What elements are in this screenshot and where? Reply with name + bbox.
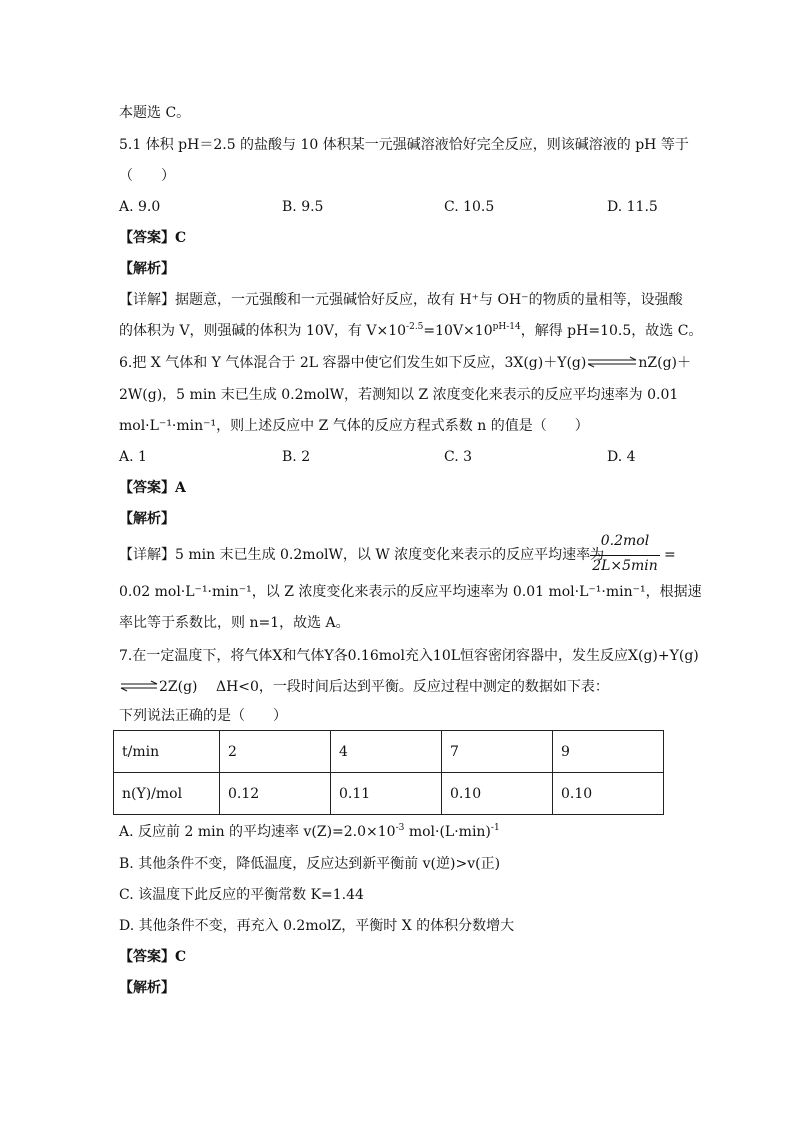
table-cell: 0.11 [331,773,442,815]
q6-stem-line2: 2W(g)，5 min 末已生成 0.2molW，若测知以 Z 浓度变化来表示的反应平均速率为 0.01 [119,387,679,403]
q5-option-a: A. 9.0 [119,199,161,215]
fraction-denominator: 2L×5min [592,558,658,574]
table-cell: 0.10 [553,773,664,815]
q6-detail-line3: 率比等于系数比，则 n=1，故选 A。 [119,615,350,631]
q5-stem-line1: 5.1 体积 pH＝2.5 的盐酸与 10 体积某一元强碱溶液恰好完全反应，则该碱溶液的 pH 等于 [119,137,689,153]
table-cell: 4 [331,731,442,773]
table-cell: t/min [114,731,220,773]
fraction-equals: = [664,547,676,563]
prev-conclusion: 本题选 C。 [119,105,191,121]
q6-option-b: B. 2 [282,449,311,465]
table-cell: 2 [220,731,331,773]
q7-option-c: C. 该温度下此反应的平衡常数 K=1.44 [119,887,364,903]
q7-stem-line3: 下列说法正确的是（ ） [119,708,287,724]
q5-option-c: C. 10.5 [444,199,495,215]
q5-detail-line1: 【详解】据题意，一元强酸和一元强碱恰好反应，故有 H⁺与 OH⁻的物质的量相等，设强酸 [119,292,683,308]
q6-stem-line1: 6.把 X 气体和 Y 气体混合于 2L 容器中使它们发生如下反应，3X(g)＋Y(g) nZ(g)＋ [119,355,691,371]
table-cell: 0.12 [220,773,331,815]
q5-detail-line2: 的体积为 V，则强碱的体积为 10V，有 $V\times 10^{-2.5}=10V\times 10^{pH-14}$，解得 pH=10.5，故选 C。 [119,322,703,339]
q5-option-d: D. 11.5 [607,199,658,215]
q6-analysis-label: 【解析】 [119,511,175,527]
equilibrium-arrow-icon [586,356,638,368]
fraction-numerator: 0.2mol [600,533,650,549]
q6-option-c: C. 3 [444,449,473,465]
fraction-bar [590,555,660,556]
q5-answer: 【答案】C [119,230,187,246]
table-row [114,731,664,773]
table-cell: n(Y)/mol [114,773,220,815]
equilibrium-arrow-icon [119,680,159,692]
q7-analysis-label: 【解析】 [119,980,175,996]
q6-stem-line3: mol·L⁻¹·min⁻¹，则上述反应中 Z 气体的反应方程式系数 n 的值是（ ） [119,418,589,434]
q6-detail-line2: 0.02 mol·L⁻¹·min⁻¹，以 Z 浓度变化来表示的反应平均速率为 0.01 mol·L⁻¹·min⁻¹，根据速 [119,584,702,600]
data-table [113,730,664,815]
q5-option-b: B. 9.5 [282,199,324,215]
q6-option-d: D. 4 [607,449,636,465]
q6-answer: 【答案】A [119,480,186,496]
q5-stem-line2: （ ） [119,168,175,184]
table-cell: 7 [442,731,553,773]
q6-detail-line1: 【详解】5 min 末已生成 0.2molW，以 W 浓度变化来表示的反应平均速率为 [119,547,605,563]
table-cell: 9 [553,731,664,773]
q6-option-a: A. 1 [119,449,147,465]
q7-option-d: D. 其他条件不变，再充入 0.2molZ，平衡时 X 的体积分数增大 [119,918,515,934]
table-row [114,773,664,815]
table-cell: 0.10 [442,773,553,815]
q7-option-b: B. 其他条件不变，降低温度，反应达到新平衡前 v(逆)>v(正) [119,856,501,872]
q7-stem-line2: 2Z(g) ΔH<0，一段时间后达到平衡。反应过程中测定的数据如下表： [119,677,609,697]
q7-answer: 【答案】C [119,949,187,965]
q5-analysis-label: 【解析】 [119,261,175,277]
q7-option-a: A. 反应前 2 min 的平均速率 $v(Z)=2.0\times 10^{-3}$ $mol\cdot(L\cdot\min)^{-1}$ [119,823,500,840]
q7-stem-line1: 7.在一定温度下，将气体X和气体Y各0.16mol充入10L恒容密闭容器中，发生反应X(g)+Y(g) [119,648,699,664]
